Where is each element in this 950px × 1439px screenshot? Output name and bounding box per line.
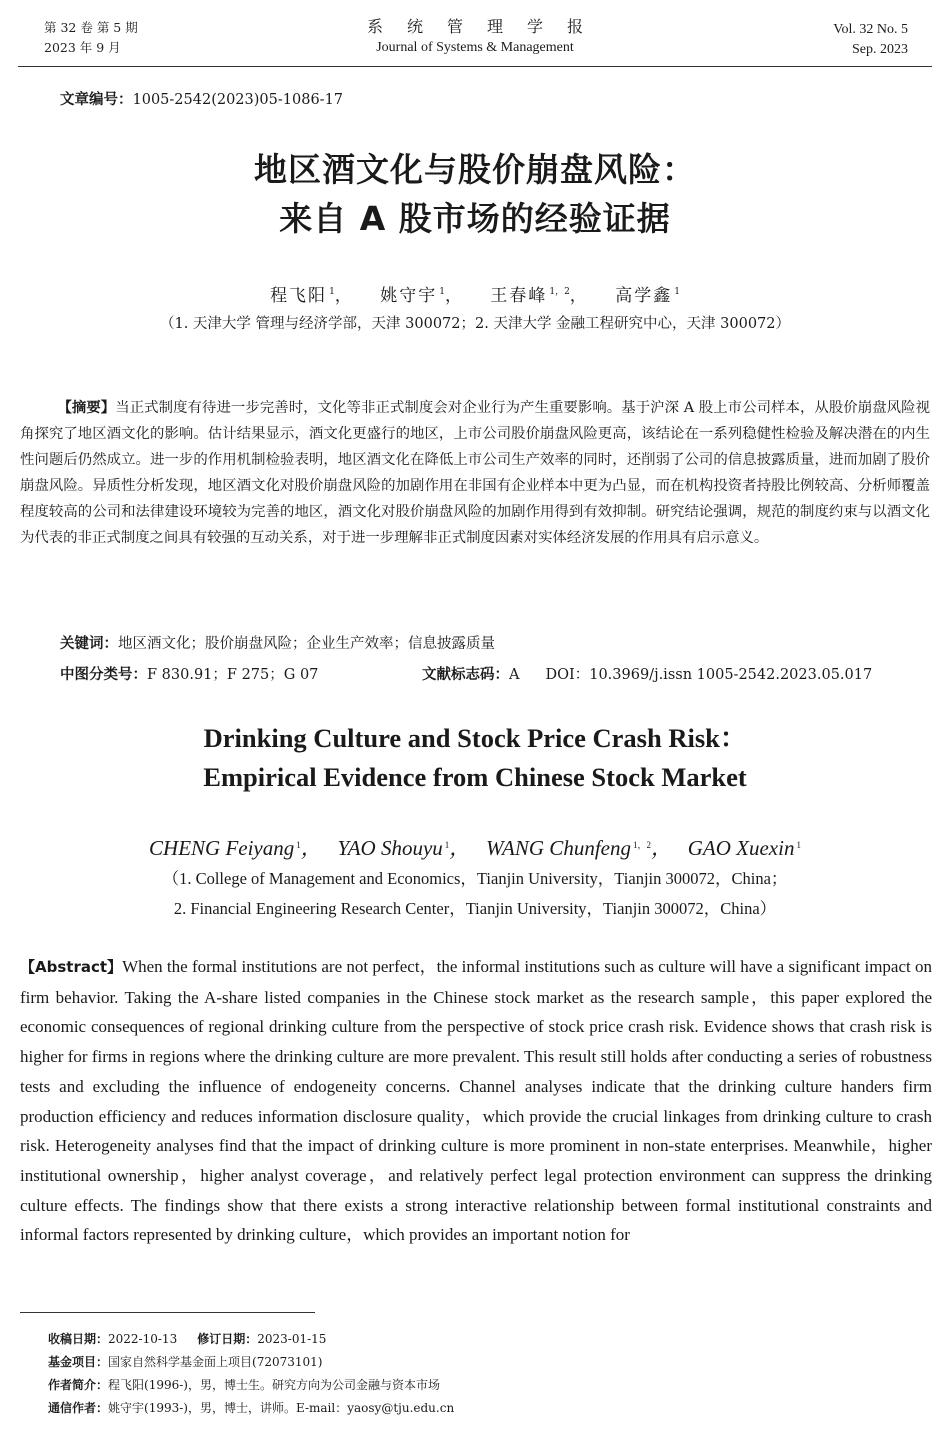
title-en-line1: Drinking Culture and Stock Price Crash Risk：	[203, 723, 747, 753]
volume-en: Vol. 32 No. 5	[833, 22, 908, 37]
author-sep: ，	[444, 286, 464, 306]
author-cn-sup: 1	[329, 287, 335, 297]
keywords-cn	[60, 631, 495, 657]
article-number-label: 文章编号：	[60, 92, 133, 108]
date-en: Sep. 2023	[852, 42, 908, 57]
keywords-value: 地区酒文化；股价崩盘风险；企业生产效率；信息披露质量	[118, 636, 495, 652]
corr-label: 通信作者：	[48, 1401, 109, 1415]
author-en-sup: 1	[296, 840, 301, 850]
footnote-dates	[48, 1330, 326, 1348]
affiliation-en-line1: （1. College of Management and Economics，Tianjin University，Tianjin 300072，China；	[162, 869, 788, 888]
header-divider	[18, 66, 932, 67]
title-cn	[0, 145, 950, 243]
author-cn: 程飞阳	[270, 286, 328, 306]
author-cn-sup: 1，2	[549, 287, 570, 297]
abstract-en	[20, 952, 932, 1250]
affiliation-en	[0, 864, 950, 924]
title-en-line2: Empirical Evidence from Chinese Stock Market	[203, 762, 747, 792]
received-date: 2022-10-13	[108, 1332, 178, 1346]
author-cn: 姚守宇	[380, 286, 438, 306]
authors-en	[0, 832, 950, 861]
abstract-en-text: When the formal institutions are not perfect，the informal institutions such as culture will have a significant impact on firm behavior. Taking the A-share listed companies in the Chinese stock market as the research sample，this paper explored the economic consequences of regional drinking culture from the perspective of stock price crash risk. Evidence shows that crash risk is higher for firms in regions where the drinking culture are more prevalent. This result still holds after conducting a series of robustness tests and excluding the influence of endogeneity concerns. Channel analyses indicate that the drinking culture handers firm production efficiency and reduces information disclosure quality，which provide the crucial linkages from drinking culture to crash risk. Heterogeneity analyses find that the impact of drinking culture is more prominent in non-state enterprises. Meanwhile，higher institutional ownership，higher analyst coverage，and relatively perfect legal protection environment can suppress the drinking culture effects. The findings show that there exists a strong interactive relationship between formal institutional constraints and informal factors represented by drinking culture，which provides an important notion for	[20, 957, 932, 1245]
author-cn: 高学鑫	[615, 286, 673, 306]
doc-code-label: 文献标志码：	[422, 667, 509, 683]
author-en-sup: 1，2	[632, 840, 651, 850]
header-journal	[0, 16, 950, 58]
author-sep: ，	[300, 836, 322, 860]
doc-code-value: A	[509, 667, 520, 683]
affiliation-cn: （1. 天津大学 管理与经济学部，天津 300072；2. 天津大学 金融工程研究中心，天津 300072）	[159, 316, 791, 332]
author-en-sup: 1	[796, 840, 801, 850]
footnote-author-bio	[48, 1376, 440, 1394]
article-number	[60, 90, 343, 110]
author-en: WANG Chunfeng	[486, 836, 631, 860]
article-number-value: 1005-2542(2023)05-1086-17	[132, 92, 344, 108]
abstract-cn	[20, 395, 930, 551]
footnote-divider	[20, 1312, 315, 1313]
title-cn-line1: 地区酒文化与股价崩盘风险：	[254, 150, 696, 189]
bio-label: 作者简介：	[48, 1378, 109, 1392]
affiliation-en-line2: 2. Financial Engineering Research Center，Tianjin University，Tianjin 300072，China）	[173, 899, 777, 918]
abstract-cn-label: 【摘要】	[57, 400, 116, 416]
clc-value: F 830.91；F 275；G 07	[147, 667, 319, 683]
title-en	[0, 719, 950, 797]
author-en: CHENG Feiyang	[149, 836, 295, 860]
fund-value: 国家自然科学基金面上项目(72073101)	[108, 1355, 323, 1369]
author-sep: ，	[449, 836, 471, 860]
revised-date: 2023-01-15	[257, 1332, 327, 1346]
footnote-corresponding	[48, 1399, 454, 1417]
author-sep: ，	[334, 286, 354, 306]
author-en-sup: 1	[444, 840, 450, 850]
author-cn: 王春峰	[490, 286, 548, 306]
clc-label: 中图分类号：	[60, 667, 147, 683]
fund-label: 基金项目：	[48, 1355, 109, 1369]
date-cn: 2023 年 9 月	[44, 40, 121, 55]
author-en: GAO Xuexin	[687, 836, 795, 860]
received-label: 收稿日期：	[48, 1332, 109, 1346]
abstract-cn-text: 当正式制度有待进一步完善时，文化等非正式制度会对企业行为产生重要影响。基于沪深 A 股上市公司样本，从股价崩盘风险视角探究了地区酒文化的影响。估计结果显示，酒文化更盛行的地区，上市公司股价崩盘风险更高，该结论在一系列稳健性检验及解决潜在的内生性问题后仍然成立。进一步的作用机制检验表明，地区酒文化在降低上市公司生产效率的同时，还削弱了公司的信息披露质量，进而加剧了股价崩盘风险。异质性分析发现，地区酒文化对股价崩盘风险的加剧作用在非国有企业样本中更为凸显，而在机构投资者持股比例较高、分析师覆盖程度较高的公司和法律建设环境较为完善的地区，酒文化对股价崩盘风险的加剧作用得到有效抑制。研究结论强调，规范的制度约束与以酒文化为代表的非正式制度之间具有较强的互动关系，对于进一步理解非正式制度因素对实体经济发展的作用具有启示意义。	[20, 400, 930, 546]
author-sep: ，	[569, 286, 589, 306]
journal-name-cn: 系统管理学报	[366, 17, 607, 36]
document-code	[422, 662, 932, 688]
footnote-fund	[48, 1353, 322, 1371]
keywords-label: 关键词：	[60, 636, 118, 652]
clc-number	[60, 662, 318, 688]
abstract-en-label: 【Abstract】	[20, 958, 123, 976]
author-cn-sup: 1	[439, 287, 445, 297]
corr-value: 姚守宇(1993-)，男，博士，讲师。E-mail：yaosy@tju.edu.cn	[108, 1401, 455, 1415]
bio-value: 程飞阳(1996-)，男，博士生。研究方向为公司金融与资本市场	[108, 1378, 440, 1392]
header-volume-en	[833, 20, 908, 60]
doi: DOI：10.3969/j.issn 1005-2542.2023.05.017	[545, 667, 873, 683]
volume-cn: 第 32 卷 第 5 期	[44, 20, 138, 35]
author-sep: ，	[651, 836, 672, 860]
author-en: YAO Shouyu	[337, 836, 443, 860]
revised-label: 修订日期：	[197, 1332, 258, 1346]
title-cn-line2: 来自 A 股市场的经验证据	[279, 199, 671, 238]
journal-name-en: Journal of Systems & Management	[376, 40, 574, 55]
authors-cn	[0, 281, 950, 307]
author-cn-sup: 1	[674, 287, 680, 297]
